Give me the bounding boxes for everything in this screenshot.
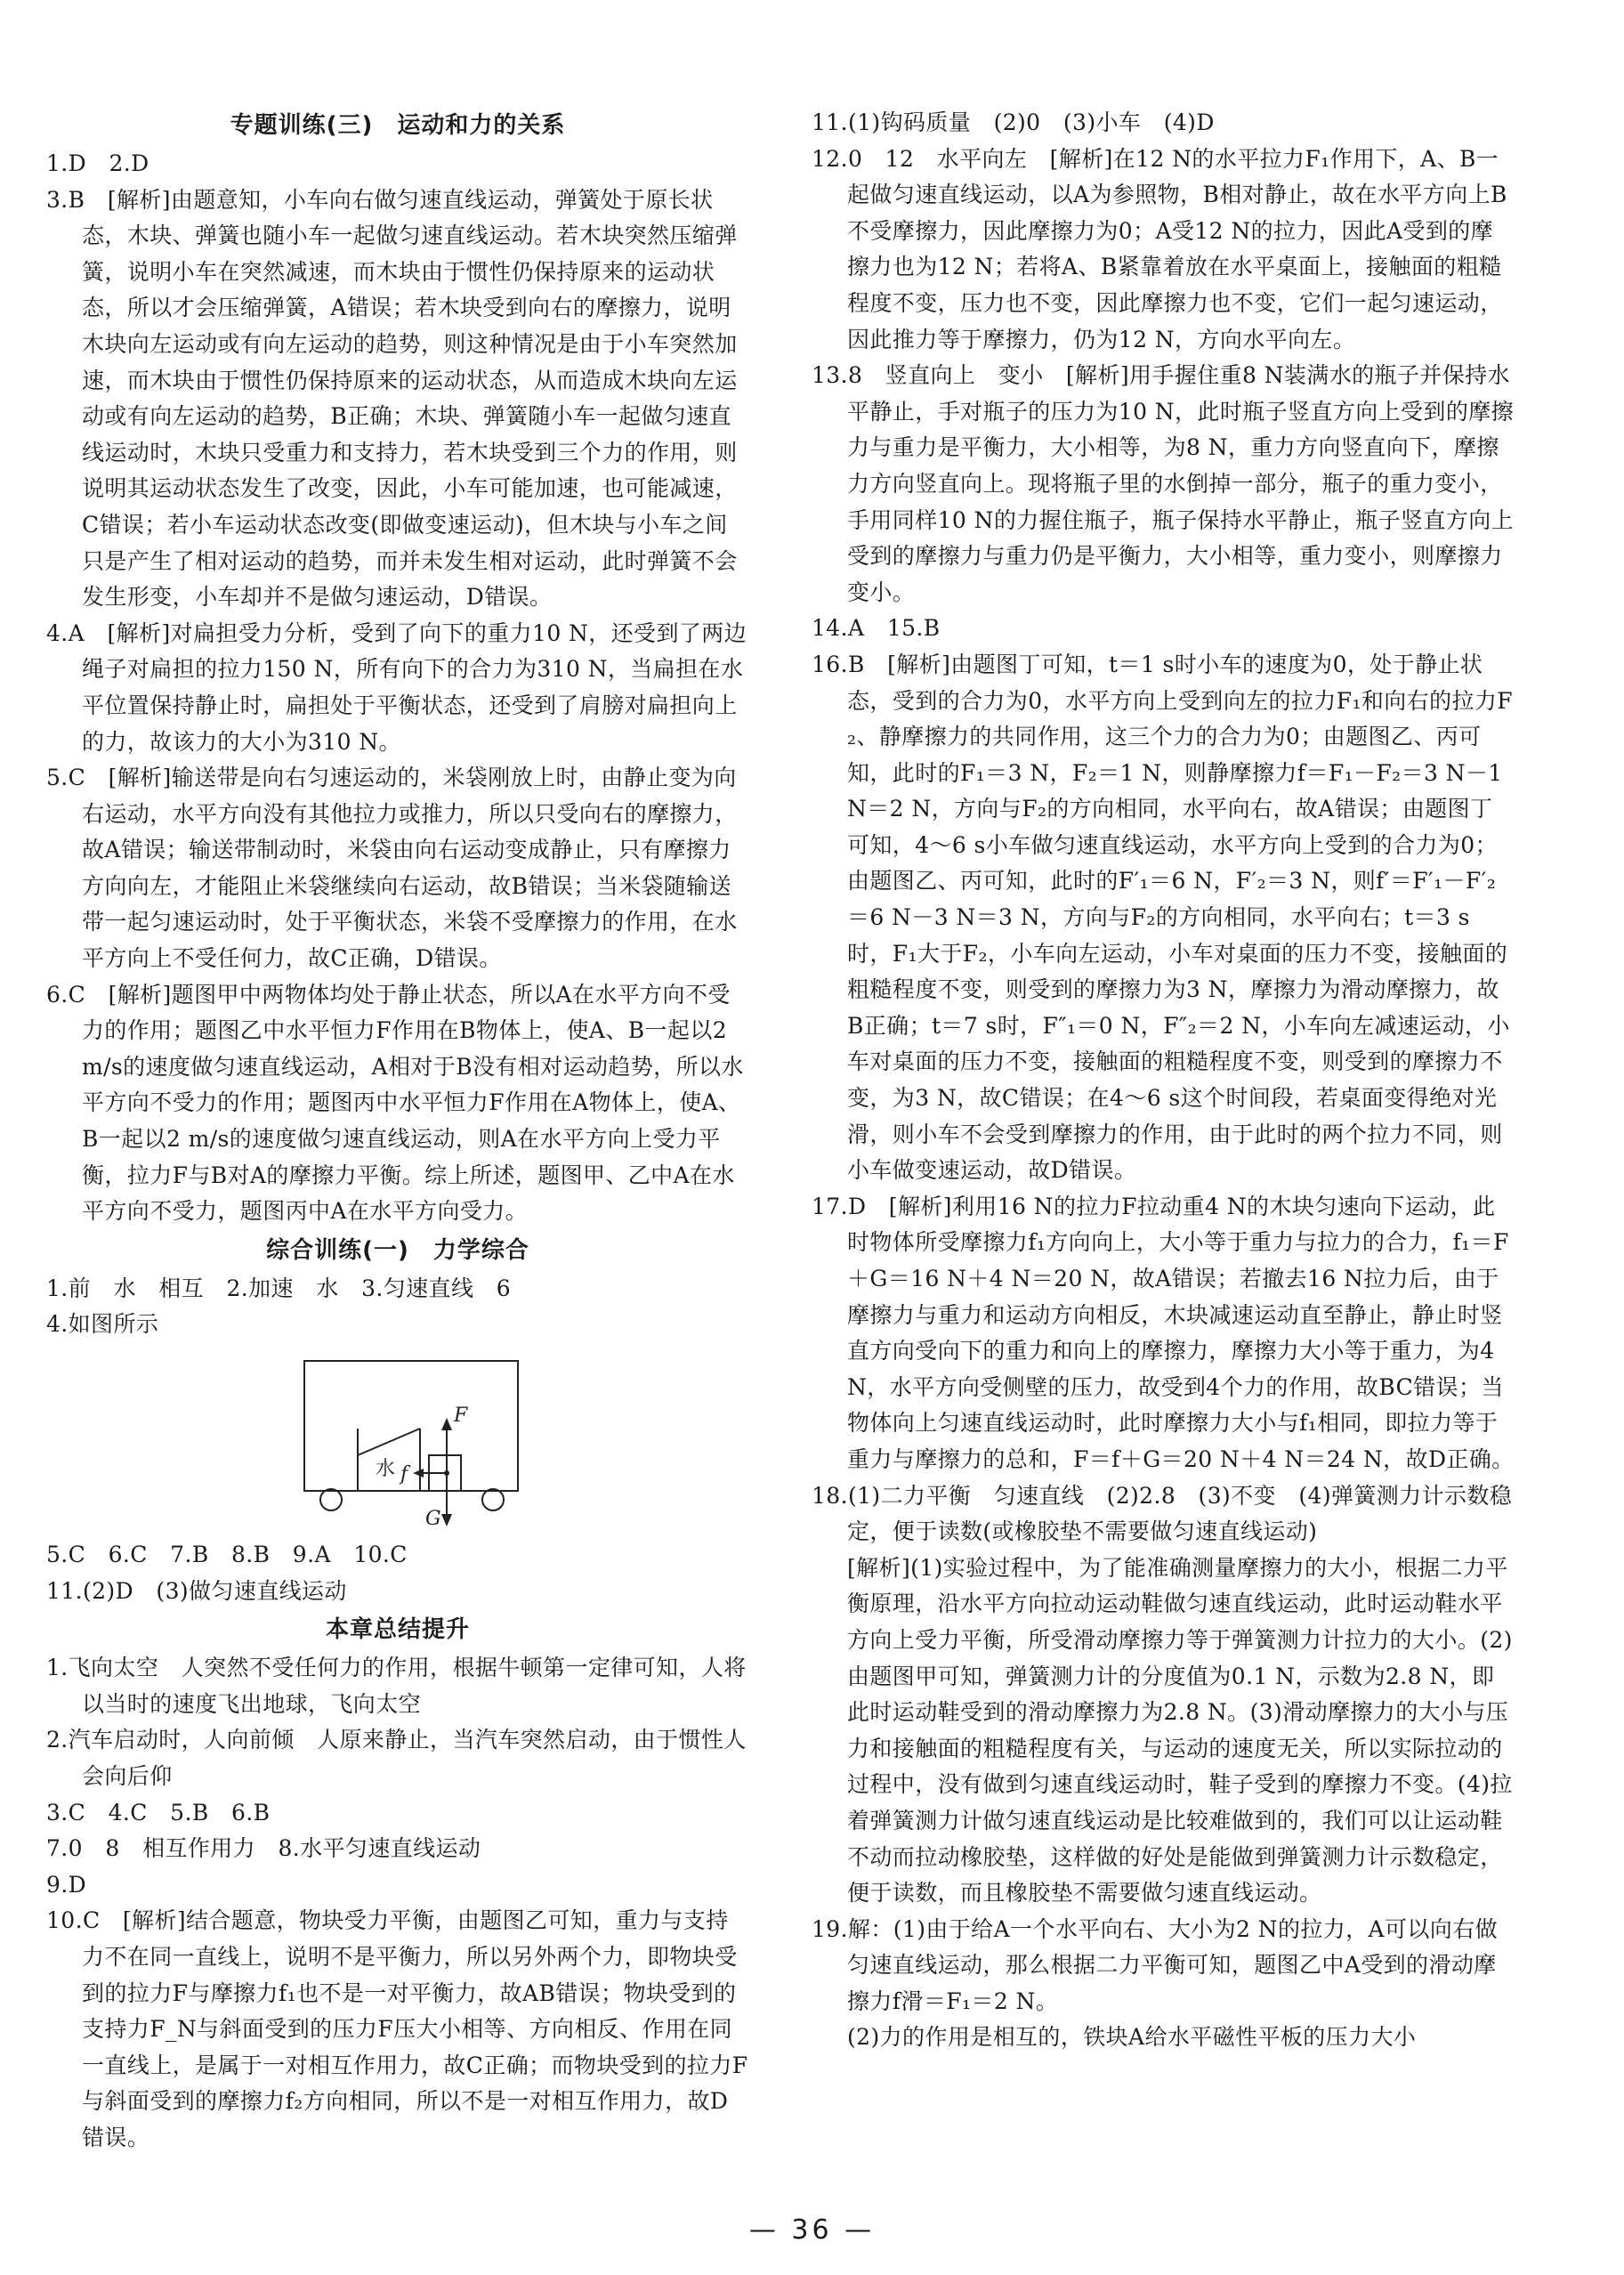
answer-item: 18.(1)二力平衡 匀速直线 (2)2.8 (3)不变 (4)弹簧测力计示数稳定，便于读数(或橡胶垫不需要做匀速直线运动) xyxy=(812,1482,1513,1545)
force-G-arrow-icon xyxy=(441,1514,452,1526)
answer-item: 17.D [解析]利用16 N的拉力F拉动重4 N的木块匀速向下运动，此时物体所受摩擦力f₁方向向上，大小等于重力与拉力的合力，f₁＝F＋G＝16 N＋4 N＝20 N，故A错误；若撤去16 N拉力后，由于摩擦力与重力和运动方向相反，木块减速运动直至静止，静止时竖直方向受向下的重力和向上的摩擦力，摩擦力大小等于重力，为4 N，水平方向受侧壁的压力，故受到4个力的作用，故BC错误；当物体向上匀速直线运动时，此时摩擦力大小与f₁相同，即拉力等于重力与摩擦力的总和，F＝f＋G＝20 N＋4 N＝24 N，故D正确。 xyxy=(812,1193,1515,1472)
force-F-arrow-icon xyxy=(441,1418,452,1430)
answer-item: [解析](1)实验过程中，为了能准确测量摩擦力的大小，根据二力平衡原理，沿水平方向拉动运动鞋做匀速直线运动，此时运动鞋水平方向上受力平衡，所受滑动摩擦力等于弹簧测力计拉力的大小。(2)由题图甲可知，弹簧测力计的分度值为0.1 N，示数为2.8 N，即此时运动鞋受到的滑动摩擦力为2.8 N。(3)滑动摩擦力的大小与压力和接触面的粗糙程度有关，与运动的速度无关，所以实际拉动的过程中，没有做到匀速直线运动时，鞋子受到的摩擦力不变。(4)拉着弹簧测力计做匀速直线运动是比较难做到的，我们可以让运动鞋不动而拉动橡胶垫，这样做的好处是能做到弹簧测力计示数稳定，便于读数，而且橡胶垫不需要做匀速直线运动。 xyxy=(847,1554,1513,1907)
answer-item: 1.飞向太空 人突然不受任何力的作用，根据牛顿第一定律可知，人将以当时的速度飞出地球，飞向太空 xyxy=(46,1655,747,1717)
answer-item: 1.前 水 相互 2.加速 水 3.匀速直线 6 xyxy=(46,1275,512,1301)
answer-item: 16.B [解析]由题图丁可知，t＝1 s时小车的速度为0，处于静止状态，受到的合力为0，水平方向上受到向左的拉力F₁和向右的拉力F₂、静摩擦力的共同作用，这三个力的合力为0；由题图乙、丙可知，此时的F₁＝3 N，F₂＝1 N，则静摩擦力f＝F₁－F₂＝3 N－1 N＝2 N，方向与F₂的方向相同，水平向右，故A错误；由题图丁可知，4～6 s小车做匀速直线运动，水平方向上受到的合力为0；由题图乙、丙可知，此时的F′₁＝6 N，F′₂＝3 N，则f′＝F′₁－F′₂＝6 N－3 N＝3 N，方向与F₂的方向相同，水平向右；t＝3 s时，F₁大于F₂，小车向左运动，小车对桌面的压力不变，接触面的粗糙程度不变，则受到的摩擦力为3 N，摩擦力为滑动摩擦力，故B正确；t＝7 s时，F″₁＝0 N，F″₂＝2 N，小车向左减速运动，小车对桌面的压力不变，接触面的粗糙程度不变，则受到的摩擦力不变，为3 N，故C错误；在4～6 s这个时间段，若桌面变得绝对光滑，则小车不会受到摩擦力的作用，由于此时的两个拉力不同，则小车做变速运动，故D错误。 xyxy=(812,651,1514,1184)
wheel-right xyxy=(482,1489,504,1510)
answer-item: (2)力的作用是相互的，铁块A给水平磁性平板的压力大小 xyxy=(847,2024,1417,2051)
section-heading: 本章总结提升 xyxy=(325,1616,470,1644)
water-surface xyxy=(358,1429,420,1455)
answer-item: 11.(2)D (3)做匀速直线运动 xyxy=(46,1577,347,1604)
answer-item: 2.汽车启动时，人向前倾 人原来静止，当汽车突然启动，由于惯性人会向后仰 xyxy=(46,1727,747,1789)
wheel-left xyxy=(320,1489,342,1510)
answer-item: 9.D xyxy=(46,1871,87,1898)
answer-item: 4.如图所示 xyxy=(46,1311,159,1338)
label-F: F xyxy=(454,1405,468,1427)
answer-item: 13.8 竖直向上 变小 [解析]用手握住重8 N装满水的瓶子并保持水平静止，手对瓶子的压力为10 N，此时瓶子竖直方向上受到的摩擦力与重力是平衡力，大小相等，为8 N，重力方向竖直向下，摩擦力方向竖直向上。现将瓶子里的水倒掉一部分，瓶子的重力变小，手用同样10 N的力握住瓶子，瓶子保持水平静止，瓶子竖直方向上受到的摩擦力与重力仍是平衡力，大小相等，重力变小，则摩擦力变小。 xyxy=(812,362,1515,605)
page-number: — 36 — xyxy=(748,2214,876,2246)
label-G: G xyxy=(425,1508,441,1528)
label-f: f xyxy=(400,1463,408,1486)
answer-item: 19.解：(1)由于给A一个水平向右、大小为2 N的拉力，A可以向右做匀速直线运动，那么根据二力平衡可知，题图乙中A受到的滑动摩擦力f滑＝F₁＝2 N。 xyxy=(812,1915,1499,2014)
answer-item: 3.C 4.C 5.B 6.B xyxy=(46,1799,271,1826)
answer-item: 5.C [解析]输送带是向右匀速运动的，米袋刚放上时，由静止变为向右运动，水平方向没有其他拉力或推力，所以只受向右的摩擦力，故A错误；输送带制动时，米袋由向右运动变成静止，只有摩擦力方向向左，才能阻止米袋继续向右运动，故B错误；当米袋随输送带一起匀速运动时，处于平衡状态，米袋不受摩擦力的作用，在水平方向上不受任何力，故C正确，D错误。 xyxy=(46,765,738,972)
answer-item: 7.0 8 相互作用力 8.水平匀速直线运动 xyxy=(46,1835,481,1862)
answer-item: 3.B [解析]由题意知，小车向右做匀速直线运动，弹簧处于原长状态，木块、弹簧也随小车一起做匀速直线运动。若木块突然压缩弹簧，说明小车在突然减速，而木块由于惯性仍保持原来的运动状态，所以才会压缩弹簧，A错误；若木块受到向右的摩擦力，说明木块向左运动或有向左运动的趋势，则这种情况是由于小车突然加速，而木块由于惯性仍保持原来的运动状态，从而造成木块向左运动或有向左运动的趋势，B正确；木块、弹簧随小车一起做匀速直线运动时，木块只受重力和支持力，若木块受到三个力的作用，则说明其运动状态发生了改变，因此，小车可能加速，也可能减速，C错误；若小车运动状态改变(即做变速运动)，但木块与小车之间只是产生了相对运动的趋势，而并未发生相对运动，此时弹簧不会发生形变，小车却并不是做匀速运动，D错误。 xyxy=(46,186,738,611)
label-water: 水 xyxy=(376,1458,396,1480)
force-diagram xyxy=(295,1350,527,1528)
section-heading: 专题训练(三) 运动和力的关系 xyxy=(230,112,566,139)
left-column xyxy=(46,105,749,2157)
section-heading: 综合训练(一) 力学综合 xyxy=(266,1236,529,1264)
cart-body xyxy=(304,1361,518,1491)
answer-item: 11.(1)钩码质量 (2)0 (3)小车 (4)D xyxy=(812,109,1215,135)
answer-item: 10.C [解析]结合题意，物块受力平衡，由题图乙可知，重力与支持力不在同一直线上，说明不是平衡力，所以另外两个力，即物块受到的拉力F与摩擦力f₁也不是一对平衡力，故AB错误；物块受到的支持力F_N与斜面受到的压力F压大小相等、方向相反、作用在同一直线上，是属于一对相互作用力，故C正确；而物块受到的拉力F与斜面受到的摩擦力f₂方向相同，所以不是一对相互作用力，故D错误。 xyxy=(46,1907,748,2150)
answer-item: 14.A 15.B xyxy=(812,615,941,642)
answer-item: 5.C 6.C 7.B 8.B 9.A 10.C xyxy=(46,1542,408,1567)
force-f-arrow-icon xyxy=(413,1469,424,1478)
answer-item: 6.C [解析]题图甲中两物体均处于静止状态，所以A在水平方向不受力的作用；题图乙中水平恒力F作用在B物体上，使A、B一起以2 m/s的速度做匀速直线运动，A相对于B没有相对运动趋势，所以水平方向不受力的作用；题图丙中水平恒力F作用在A物体上，使A、B一起以2 m/s的速度做匀速直线运动，则A在水平方向上受力平衡，拉力F与B对A的摩擦力平衡。综上所述，题图甲、乙中A在水平方向不受力，题图丙中A在水平方向受力。 xyxy=(46,981,744,1225)
right-column xyxy=(812,105,1515,2056)
cart-diagram-svg xyxy=(295,1350,527,1528)
answer-item: 12.0 12 水平向左 [解析]在12 N的水平拉力F₁作用下，A、B一起做匀速直线运动，以A为参照物，B相对静止，故在水平方向上B不受摩擦力，因此摩擦力为0；A受12 N的拉力，因此A受到的摩擦力也为12 N；若将A、B紧靠着放在水平桌面上，接触面的粗糙程度不变，压力也不变，因此摩擦力也不变，它们一起匀速运动，因此推力等于摩擦力，仍为12 N，方向水平向左。 xyxy=(812,145,1507,352)
answer-item: 1.D 2.D xyxy=(46,150,149,176)
answer-item: 4.A [解析]对扁担受力分析，受到了向下的重力10 N，还受到了两边绳子对扁担的拉力150 N，所有向下的合力为310 N，当扁担在水平位置保持静止时，扁担处于平衡状态，还受到了肩膀对扁担向上的力，故该力的大小为310 N。 xyxy=(46,619,747,755)
